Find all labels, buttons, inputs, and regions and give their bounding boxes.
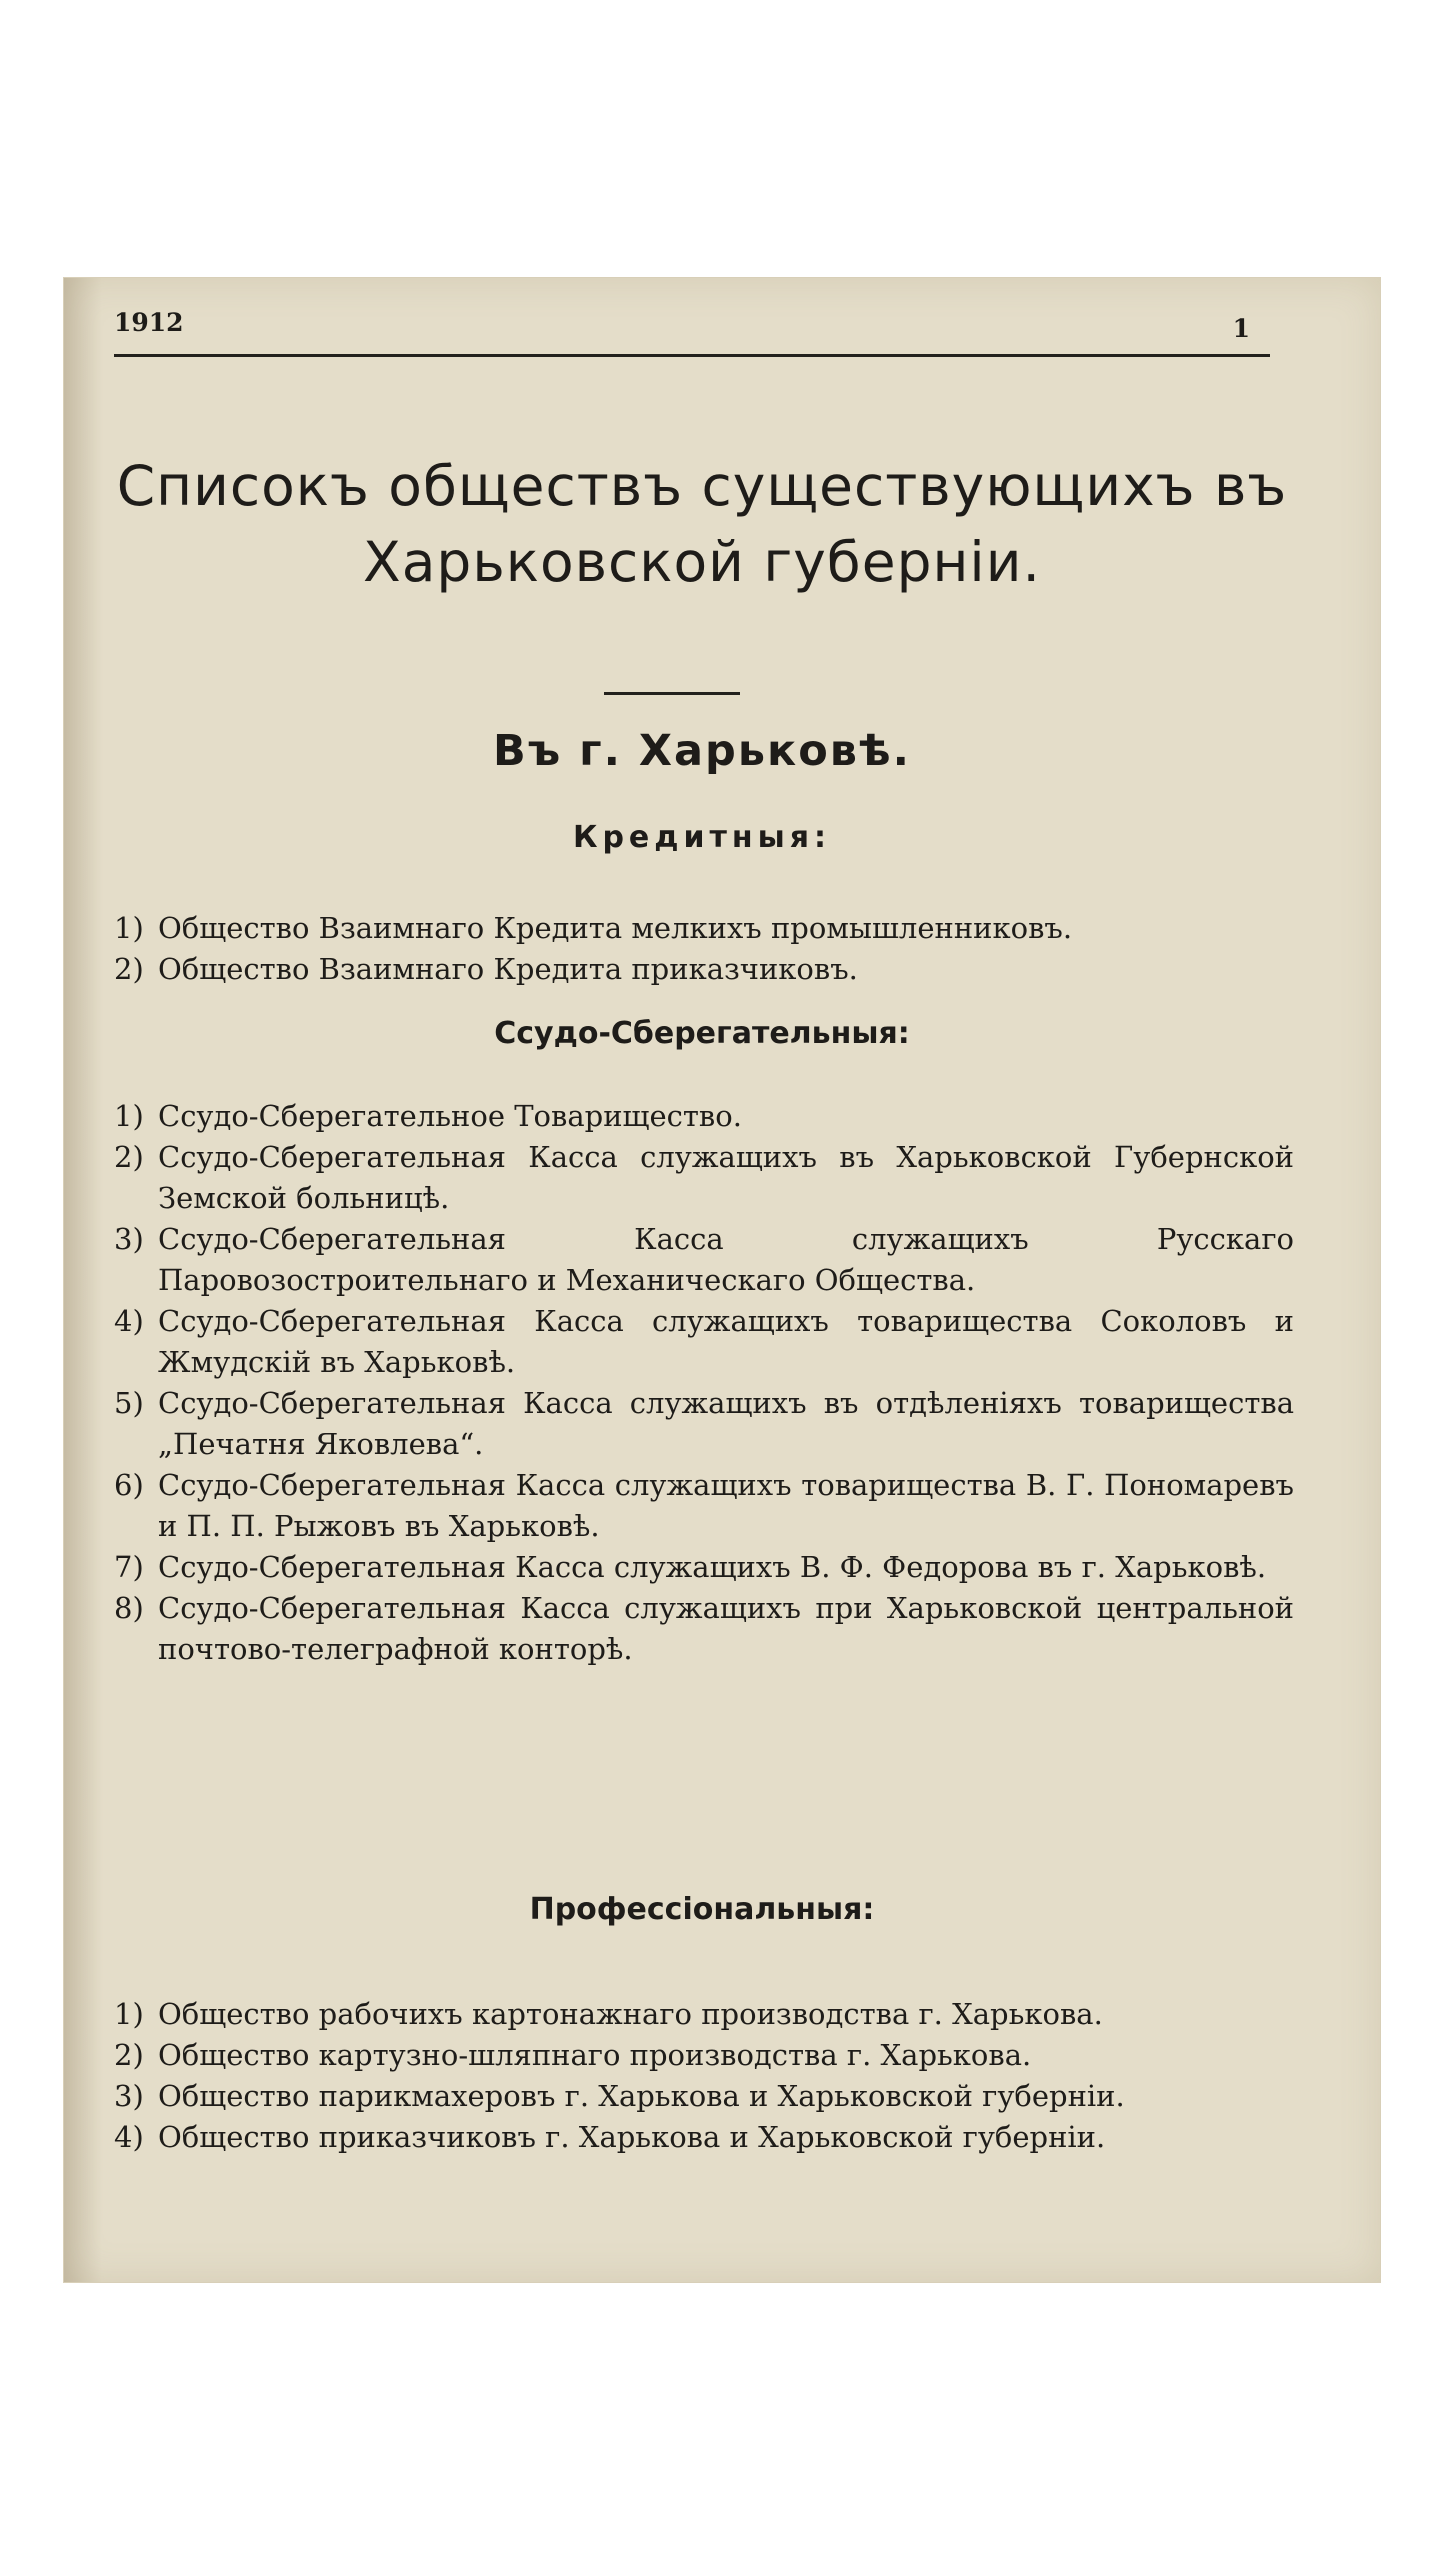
title-line-1: Списокъ обществъ существующихъ въ: [116, 454, 1288, 518]
item-number: 7): [114, 1550, 144, 1584]
list-item: [114, 1547, 1294, 1588]
section-heading-professional: Профессіональныя:: [529, 1892, 875, 1927]
item-text: Ссудо-Сберегательная Касса служащихъ въ отдѣленіяхъ товарищества „Печатня Яковлева“.: [158, 1386, 1294, 1461]
list-item: [114, 1137, 1294, 1219]
item-number: 1): [114, 1997, 144, 2031]
item-number: 2): [114, 2038, 144, 2072]
page-number: 1: [1232, 314, 1250, 343]
item-number: 4): [114, 1304, 144, 1338]
header-year: 1912: [114, 308, 184, 337]
list-item: [114, 1301, 1294, 1383]
list-item: [114, 1994, 1294, 2035]
section-heading-credit: Кредитныя:: [572, 820, 832, 855]
city-heading: Въ г. Харьковѣ.: [493, 726, 911, 776]
credit-list: [114, 908, 1294, 990]
item-text: Общество Взаимнаго Кредита приказчиковъ.: [158, 952, 858, 986]
item-number: 3): [114, 2079, 144, 2113]
item-number: 2): [114, 952, 144, 986]
list-item: [114, 1465, 1294, 1547]
item-text: Общество Взаимнаго Кредита мелкихъ промышленниковъ.: [158, 911, 1073, 945]
document-page: [64, 278, 1380, 2282]
item-number: 1): [114, 1099, 144, 1133]
professional-list: [114, 1994, 1294, 2158]
loan-savings-list: [114, 1096, 1294, 1670]
list-item: [114, 908, 1294, 949]
item-number: 4): [114, 2120, 144, 2154]
list-item: [114, 1383, 1294, 1465]
item-text: Ссудо-Сберегательное Товарищество.: [158, 1099, 742, 1133]
item-number: 8): [114, 1591, 144, 1625]
item-text: Ссудо-Сберегательная Касса служащихъ товарищества В. Г. Пономаревъ и П. П. Рыжовъ въ Харьковѣ.: [158, 1468, 1294, 1543]
item-text: Общество приказчиковъ г. Харькова и Харьковской губерніи.: [158, 2120, 1106, 2154]
title-divider: [604, 692, 740, 695]
list-item: [114, 1588, 1294, 1670]
item-number: 5): [114, 1386, 144, 1420]
item-number: 1): [114, 911, 144, 945]
item-text: Ссудо-Сберегательная Касса служащихъ товарищества Соколовъ и Жмудскій въ Харьковѣ.: [158, 1304, 1294, 1379]
item-text: Общество парикмахеровъ г. Харькова и Харьковской губерніи.: [158, 2079, 1125, 2113]
item-number: 6): [114, 1468, 144, 1502]
list-item: [114, 1096, 1294, 1137]
list-item: [114, 2035, 1294, 2076]
title-line-2: Харьковской губерніи.: [363, 530, 1041, 594]
list-item: [114, 2076, 1294, 2117]
list-item: [114, 949, 1294, 990]
item-number: 2): [114, 1140, 144, 1174]
item-text: Ссудо-Сберегательная Касса служащихъ Русскаго Паровозостроительнаго и Механическаго Общества.: [158, 1222, 1294, 1297]
running-header: [114, 308, 1270, 357]
page-title: [64, 448, 1340, 600]
item-text: Ссудо-Сберегательная Касса служащихъ въ Харьковской Губернской Земской больницѣ.: [158, 1140, 1294, 1215]
list-item: [114, 2117, 1294, 2158]
item-text: Общество картузно-шляпнаго производства г. Харькова.: [158, 2038, 1032, 2072]
item-text: Ссудо-Сберегательная Касса служащихъ при Харьковской центральной почтово-телеграфной конторѣ.: [158, 1591, 1294, 1666]
item-text: Общество рабочихъ картонажнаго производства г. Харькова.: [158, 1997, 1103, 2031]
section-heading-loan-savings: Ссудо-Сберегательныя:: [494, 1016, 910, 1051]
list-item: [114, 1219, 1294, 1301]
item-number: 3): [114, 1222, 144, 1256]
item-text: Ссудо-Сберегательная Касса служащихъ В. Ф. Федорова въ г. Харьковѣ.: [158, 1550, 1267, 1584]
